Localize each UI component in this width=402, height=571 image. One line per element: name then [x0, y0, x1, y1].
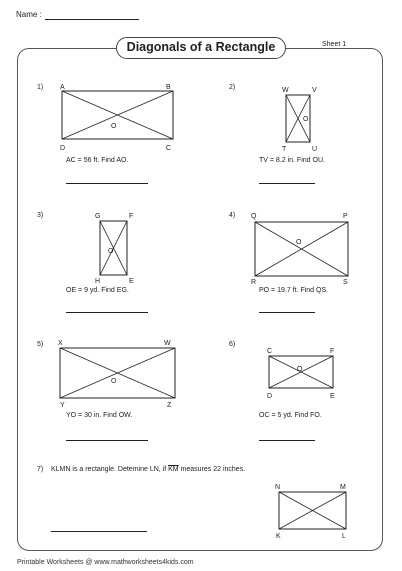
vertex-label: R [251, 279, 257, 286]
answer-line[interactable] [66, 312, 148, 313]
question-text: KLMN is a rectangle. Detemine LN, if [51, 466, 169, 473]
problem-number: 1) [37, 84, 44, 91]
center-label: O [303, 116, 309, 123]
problem-question: OC = 5 yd. Find FO. [259, 412, 322, 419]
vertex-label: K [276, 533, 281, 540]
vertex-label: N [275, 484, 281, 491]
vertex-label: F [129, 213, 134, 220]
question-text: measures 22 inches. [178, 466, 246, 473]
problem-question: TV = 8.2 in. Find OU. [259, 157, 325, 164]
center-label: O [297, 366, 303, 373]
problem-number: 7) [37, 466, 44, 473]
vertex-label: Z [167, 402, 172, 409]
vertex-label: T [282, 146, 287, 153]
vertex-label: X [58, 340, 63, 347]
vertex-label: S [343, 279, 348, 286]
page-title: Diagonals of a Rectangle [116, 37, 286, 59]
center-label: O [111, 123, 117, 130]
vertex-label: W [164, 340, 171, 347]
rectangle-diagram-7 [264, 479, 359, 545]
answer-line[interactable] [259, 312, 315, 313]
center-label: O [111, 378, 117, 385]
vertex-label: C [166, 145, 172, 152]
vertex-label: L [342, 533, 346, 540]
vertex-label: G [95, 213, 101, 220]
problem-number: 4) [229, 212, 236, 219]
vertex-label: U [312, 146, 318, 153]
rectangle-diagram-3 [90, 208, 140, 286]
problem-number: 2) [229, 84, 236, 91]
segment-name: $\overline{KM}$ [168, 466, 179, 473]
answer-line[interactable] [259, 440, 315, 441]
vertex-label: E [330, 393, 335, 400]
name-field[interactable] [45, 19, 139, 20]
vertex-label: P [343, 213, 348, 220]
vertex-label: A [60, 84, 65, 91]
vertex-label: Y [60, 402, 65, 409]
vertex-label: B [166, 84, 171, 91]
problem-number: 5) [37, 341, 44, 348]
rectangle-diagram-4 [245, 208, 360, 286]
problem-question: YO = 30 in. Find OW. [66, 412, 133, 419]
vertex-label: D [60, 145, 66, 152]
problem-question: AC = 56 ft. Find AO. [66, 157, 129, 164]
answer-line[interactable] [51, 531, 147, 532]
footer-credit: Printable Worksheets @ www.mathworksheets4kids.com [17, 559, 194, 566]
vertex-label: E [129, 278, 134, 285]
vertex-label: W [282, 87, 289, 94]
rectangle-diagram-5 [50, 336, 185, 411]
sheet-number: Sheet 1 [322, 41, 347, 48]
vertex-label: C [267, 348, 273, 355]
rectangle-diagram-6 [258, 345, 343, 405]
vertex-label: M [340, 484, 346, 491]
center-label: O [296, 239, 302, 246]
problem-number: 6) [229, 341, 236, 348]
answer-line[interactable] [66, 183, 148, 184]
problem-number: 3) [37, 212, 44, 219]
problem-question: PO = 19.7 ft. Find QS. [259, 287, 329, 294]
vertex-label: F [330, 348, 335, 355]
rectangle-diagram-2 [276, 82, 326, 156]
vertex-label: H [95, 278, 101, 285]
problem-question: OE = 9 yd. Find EG. [66, 287, 129, 294]
center-label: O [108, 248, 114, 255]
vertex-label: V [312, 87, 317, 94]
name-label: Name : [16, 10, 42, 19]
vertex-label: Q [251, 213, 257, 220]
rectangle-diagram-1 [52, 80, 187, 156]
problem-question [51, 466, 245, 473]
answer-line[interactable] [66, 440, 148, 441]
answer-line[interactable] [259, 183, 315, 184]
vertex-label: D [267, 393, 273, 400]
